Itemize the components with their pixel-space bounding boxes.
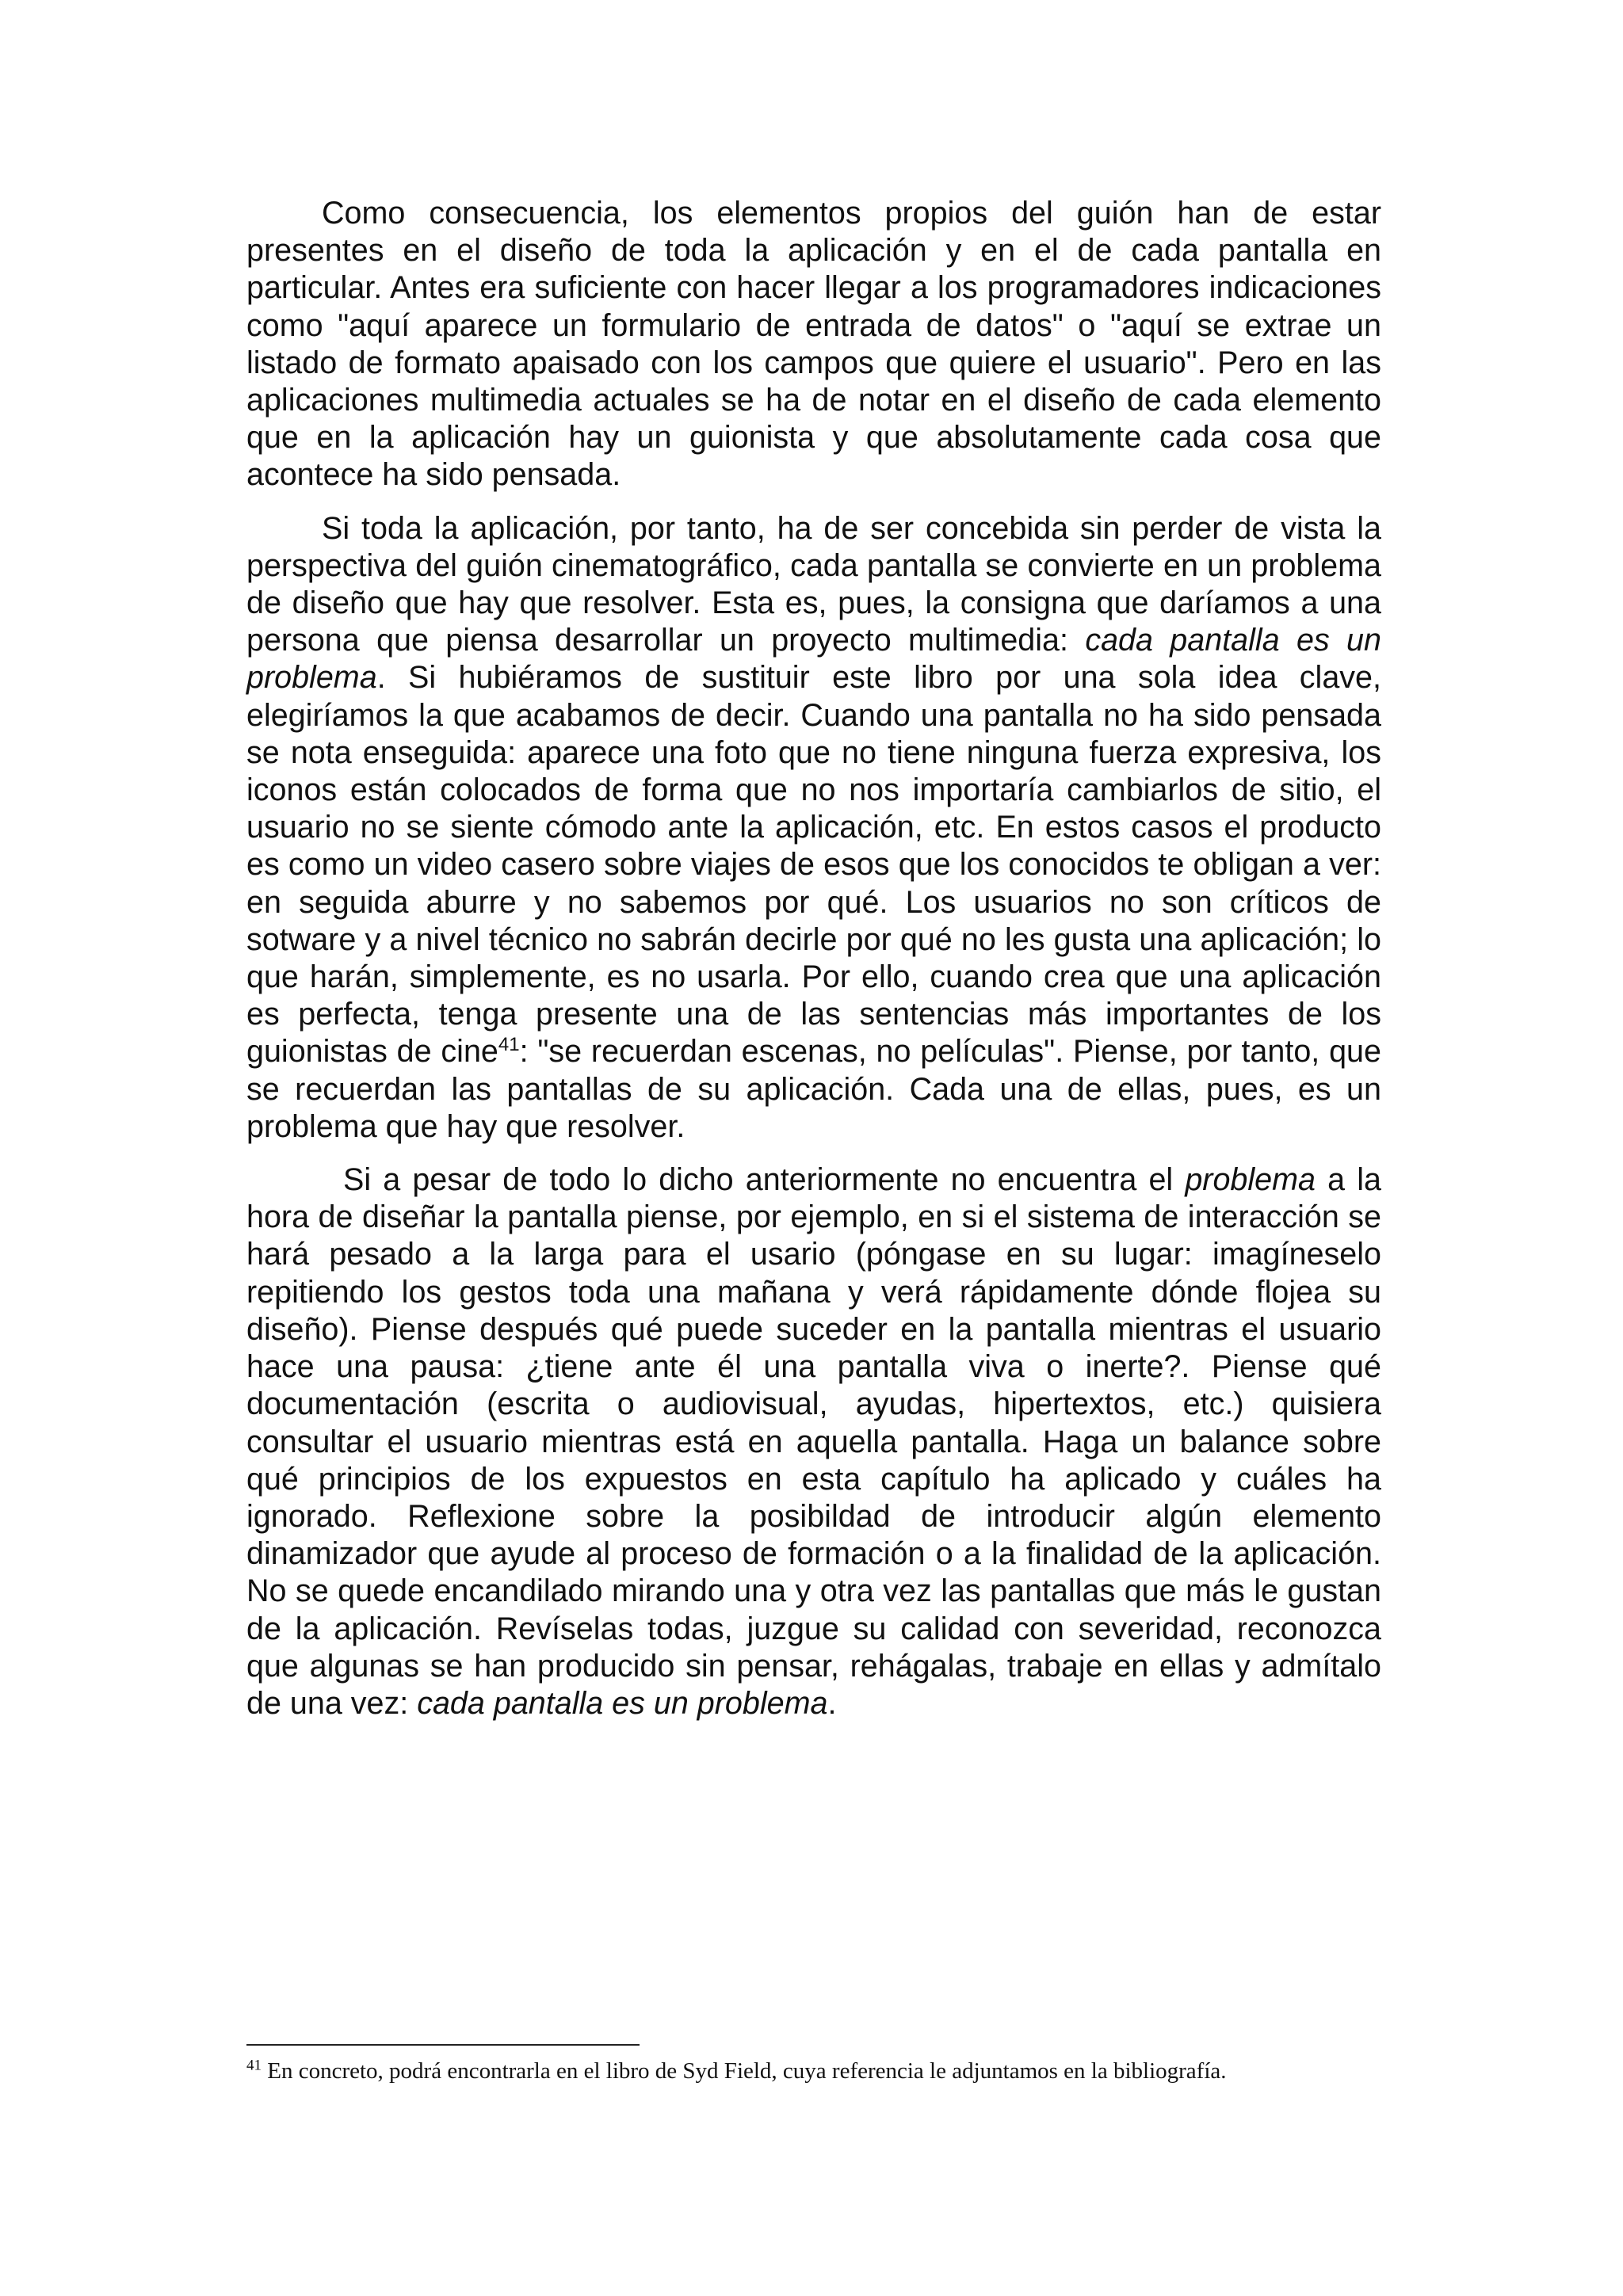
footnote-text: En concreto, podrá encontrarla en el libro de Syd Field, cuya referencia le adjuntamos en la bibliografía. bbox=[262, 2058, 1227, 2084]
footnote-41 bbox=[246, 2057, 1381, 2086]
paragraph-2-text-a: Si toda la aplicación, por tanto, ha de ser concebida sin perder de vista la perspectiva del guión cinematográfico, cada pantalla se convierte en un problema de diseño que hay que resolver. Esta es, pues, la consigna que daríamos a una persona que piensa desarrollar un proyecto multimedia: bbox=[246, 510, 1381, 658]
paragraph-3-text-a: Si a pesar de todo lo dicho anteriormente no encuentra el bbox=[343, 1162, 1186, 1198]
footnote-reference-41[interactable]: 41 bbox=[498, 1034, 520, 1056]
footnote-mark: 41 bbox=[246, 2057, 262, 2074]
paragraph-3-text-c: . bbox=[827, 1685, 837, 1721]
paragraph-3-text-b: a la hora de diseñar la pantalla piense, por ejemplo, en si el sistema de interacción se hará pesado a la larga para el usario (póngase en su lugar: imagíneselo repitiendo los gestos toda una mañana y verá rápidamente dónde flojea su diseño). Piense después qué puede suceder en la pantalla mientras el usuario hace una pausa: ¿tiene ante él una pantalla viva o inerte?. Piense qué documentación (escrita o audiovisual, ayudas, hipertextos, etc.) quisiera consultar el usuario mientras está en aquella pantalla. Haga un balance sobre qué principios de los expuestos en esta capítulo ha aplicado y cuáles ha ignorado. Reflexione sobre la posibildad de introducir algún elemento dinamizador que ayude al proceso de formación o a la finalidad de la aplicación. No se quede encandilado mirando una y otra vez las pantallas que más le gustan de la aplicación. Revíselas todas, juzgue su calidad con severidad, reconozca que algunas se han producido sin pensar, rehágalas, trabaje en ellas y admítalo de una vez: bbox=[246, 1162, 1381, 1721]
emphasis-cada-pantalla-final: cada pantalla es un problema bbox=[417, 1685, 828, 1721]
paragraph-2-text-c: : "se recuerdan escenas, no películas". Piense, por tanto, que se recuerdan las pantallas de su aplicación. Cada una de ellas, pues, es un problema que hay que resolver. bbox=[246, 1034, 1381, 1144]
paragraph-2 bbox=[246, 510, 1381, 1146]
footnote-divider bbox=[246, 2044, 640, 2046]
paragraph-1-text: Como consecuencia, los elementos propios del guión han de estar presentes en el diseño de toda la aplicación y en el de cada pantalla en particular. Antes era suficiente con hacer llegar a los programadores indicaciones como "aquí aparece un formulario de entrada de datos" o "aquí se extrae un listado de formato apaisado con los campos que quiere el usuario". Pero en las aplicaciones multimedia actuales se ha de notar en el diseño de cada elemento que en la aplicación hay un guionista y que absolutamente cada cosa que acontece ha sido pensada. bbox=[246, 196, 1381, 493]
body-text bbox=[246, 195, 1381, 1738]
paragraph-1 bbox=[246, 195, 1381, 494]
emphasis-cada-pantalla: cada pantalla es un problema bbox=[246, 623, 1381, 696]
paragraph-2-text-b: . Si hubiéramos de sustituir este libro por una sola idea clave, elegiríamos la que acabamos de decir. Cuando una pantalla no ha sido pensada se nota enseguida: aparece una foto que no tiene ninguna fuerza expresiva, los iconos están colocados de forma que no nos importaría cambiarlos de sitio, el usuario no se siente cómodo ante la aplicación, etc. En estos casos el producto es como un video casero sobre viajes de esos que los conocidos te obligan a ver: en seguida aburre y no sabemos por qué. Los usuarios no son críticos de sotware y a nivel técnico no sabrán decirle por qué no les gusta una aplicación; lo que harán, simplemente, es no usarla. Por ello, cuando crea que una aplicación es perfecta, tenga presente una de las sentencias más importantes de los guionistas de cine bbox=[246, 660, 1381, 1070]
paragraph-3 bbox=[246, 1161, 1381, 1722]
emphasis-problema: problema bbox=[1185, 1162, 1316, 1198]
